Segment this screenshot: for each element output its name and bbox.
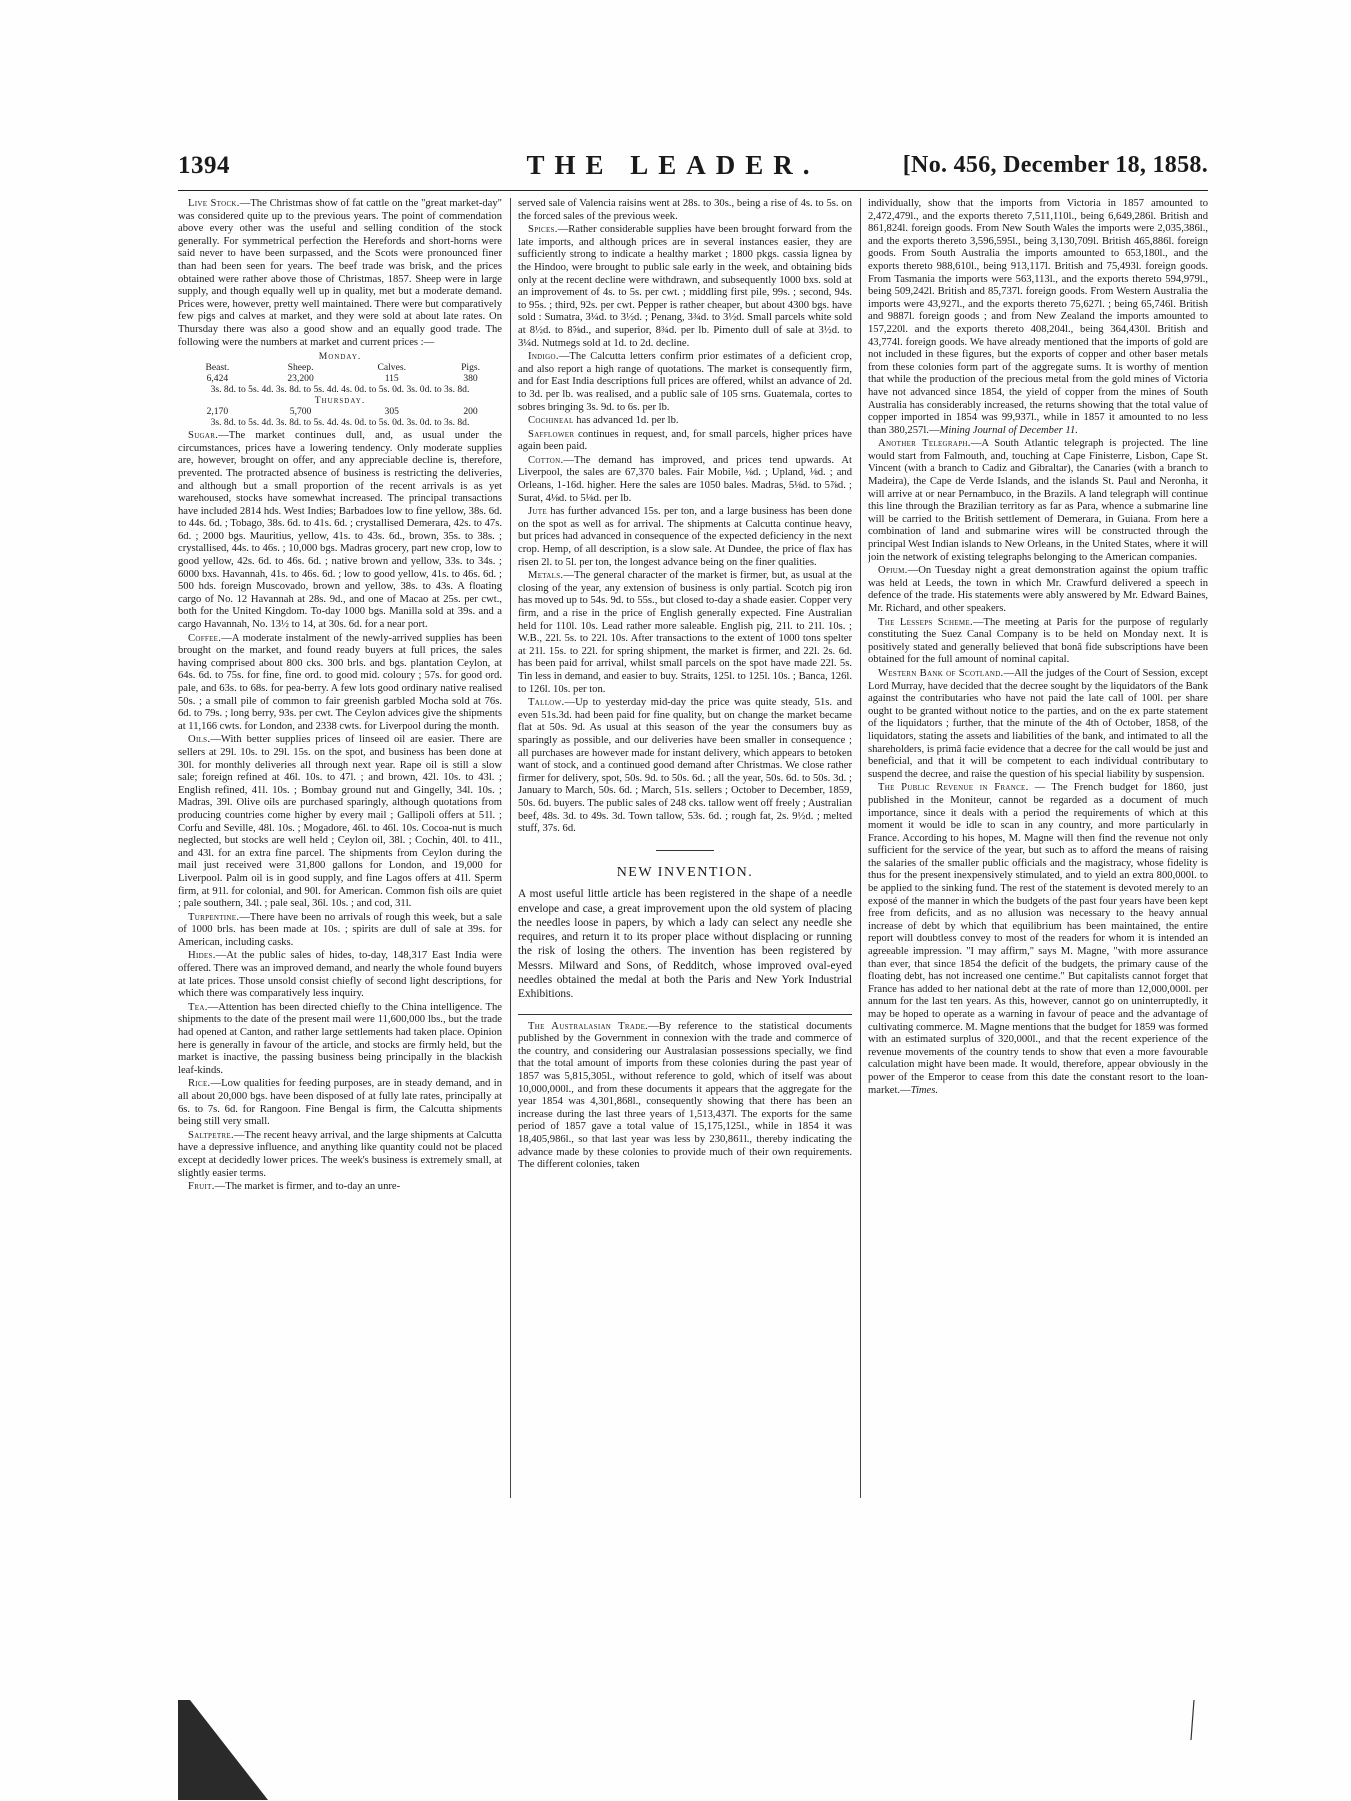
article-rice bbox=[178, 1078, 502, 1128]
monday-pigs: 380 bbox=[463, 373, 478, 385]
section-head: The Lesseps Scheme. bbox=[878, 616, 973, 628]
section-head: Live Stock. bbox=[188, 198, 240, 209]
new-invention-text: A most useful little article has been registered in the shape of a needle envelope and case, a great improvement upon the old system of placing the needles loose in papers, by which a lady can select any needle she requires, and return it to its proper place without displacing or running the risk of losing the others. The invention has been registered by Messrs. Milward and Sons, of Redditch, whose improved oval-eyed needles obtained the medal at both the Paris and New York Industrial Exhibitions. bbox=[518, 888, 852, 1001]
section-head: Opium. bbox=[878, 565, 908, 577]
thursday-prices: 3s. 8d. to 5s. 4d. 3s. 8d. to 5s. 4d. 4s. 0d. to 5s. 0d. 3s. 0d. to 3s. 8d. bbox=[210, 417, 470, 429]
section-text: continues in request, and, for small parcels, higher prices have again been paid. bbox=[518, 428, 852, 453]
scan-margin-mark bbox=[1190, 1700, 1196, 1740]
article-western-bank bbox=[868, 668, 1208, 781]
section-text: —Rather considerable supplies have been brought forward from the late imports, and although prices are in several instances easier, they are sufficiently strong to indicate a healthy market ; 1800 pkgs. cassia lignea by the Hindoo, were brought to public sale early in the week, and obtaining bids only at the recent decline were withdrawn, and subsequently 1000 bxs. sold at an improvement of 4s. to 5s. per cwt. ; middling first pile, 99s. ; second, 94s. to 95s. ; third, 92s. per cwt. Pepper is rather cheaper, but about 4300 bgs. have sold : Sumatra, 3¼d. to 3½d. ; Penang, 3¾d. to 3½d. Small parcels white sold at 8½d. to 8⅝d., and superior, 8¾d. per lb. Pimento dull of sale at 3½d. to 3¼d. Nutmegs sold at 1d. to 2d. decline. bbox=[518, 224, 852, 349]
article-safflower bbox=[518, 429, 852, 454]
section-text: — The French budget for 1860, just published in the Moniteur, cannot be regarded as a document of much importance, since it deals with a period the requirements of which at this moment it would be idle to scan in any country, and more particularly in France. According to his hopes, M. Magne will then find the revenue not only sufficient for the service of the year, but such as to afford the means of raising the salaries of the smaller public officials and the magistracy, whose fidelity is thus for the present inexpensively stimulated, and to yield an extra 800,000l. to be applied to the sinking fund. The rest of the statement is devoted merely to an exposé of the manner in which the budgets of the past four years have been kept free from deficits, and as no allusion was necessary to the heavy annual increase of debt by which that equilibrium has been maintained, the entire report will doubtless convey to most of the readers for whom it is intended an agreeable impression. "I may affirm," says M. Magne, "with more assurance than ever, that since 1854 the deficit of the budgets, the primary cause of the floating debt, has not increased one centime." But capitalists cannot forget that France has added to her national debt at the rate of more than 12,000,000l. per annum for the last ten years. As this, however, cannot go on uninterruptedly, it may be hoped to operate as a warning in favour of peace and the advantage of cultivating commerce. M. Magne mentions that the budget for 1859 was formed with an estimated surplus of 320,000l., and that the recent experience of the revenue movements of the country tends to show that even a more favourable calculation might have been made. It would, therefore, appear obviously in the power of the Emperor to cease from this date the constant resort to the loan-market.— bbox=[868, 782, 1208, 1096]
col-head-pigs: Pigs. bbox=[461, 362, 480, 374]
section-head: Spices. bbox=[528, 224, 558, 236]
article-coffee bbox=[178, 633, 502, 734]
monday-prices: 3s. 8d. to 5s. 4d. 3s. 8d. to 5s. 4d. 4s. 0d. to 5s. 0d. 3s. 0d. to 3s. 8d. bbox=[210, 384, 470, 396]
section-head: Saltpetre. bbox=[188, 1129, 234, 1141]
masthead: THE LEADER. bbox=[526, 150, 820, 180]
thursday-label: Thursday. bbox=[314, 395, 366, 407]
article-australasian-trade bbox=[518, 1021, 852, 1172]
section-head: Tea. bbox=[188, 1001, 208, 1013]
page-header bbox=[178, 148, 1208, 190]
source-citation: Mining Journal of December 11. bbox=[939, 424, 1078, 436]
section-text: —With better supplies prices of linseed oil are easier. There are sellers at 29l. 10s. to 29l. 15s. on the spot, and business has been done at 30l. for monthly deliveries all through next year. Rape oil is still a slow sale; foreign refined at 46l. 10s. to 47l. ; and brown, 42l. 10s. to 43l. ; English refined, 41l. 10s. ; Bombay ground nut and Gingelly, 34l. 10s. ; Madras, 39l. Olive oils are purchased sparingly, although quotations from producing countries come higher by every mail ; Gallipoli offers at 51l. ; Corfu and Seville, 48l. 10s. ; Mogadore, 46l. to 46l. 10s. Cocoa-nut is much neglected, but stocks are well held ; Ceylon oil, 38l. ; Cochin, 40l. to 41l., and 43l. for an extra fine parcel. The shipments from Ceylon during the mail just received were 31,800 gallons for London, and 19,000 for Liverpool. Palm oil is in good supply, and fine Lagos offers at 41l. Sperm firm, at 91l. for colonial, and 90l. for American. Common fish oils are quiet ; pale southern, 34l. ; pale seal, 36l. 10s. ; and cod, 31l. bbox=[178, 734, 502, 910]
section-head: Fruit. bbox=[188, 1181, 215, 1193]
article-jute bbox=[518, 506, 852, 569]
article-saltpetre bbox=[178, 1130, 502, 1180]
article-spices bbox=[518, 224, 852, 350]
market-table bbox=[178, 351, 502, 428]
section-head: Western Bank of Scotland. bbox=[878, 667, 1004, 679]
article-australasian-continued bbox=[868, 198, 1208, 437]
source-citation: Times. bbox=[910, 1084, 939, 1096]
section-text: —The Calcutta letters confirm prior estimates of a deficient crop, and also report a high range of quotations. The market is consequently firm, and for East India descriptions full prices are offered, whilst an advance of 2d. to 3d. per lb. was realised, and a public sale of 105 srns. Guatemala, cortes to sobres bringing 3s. 9d. to 6s. per lb. bbox=[518, 351, 852, 413]
col-head-sheep: Sheep. bbox=[287, 362, 314, 374]
column-1 bbox=[178, 198, 502, 1498]
section-head: Rice. bbox=[188, 1078, 211, 1090]
section-text: —The market is firmer, and to-day an unre- bbox=[214, 1181, 401, 1193]
section-rule bbox=[656, 850, 714, 851]
new-invention-body bbox=[518, 887, 852, 1001]
section-head: The Public Revenue in France. bbox=[878, 782, 1029, 794]
section-head: Cochineal bbox=[528, 415, 574, 427]
section-text: —All the judges of the Court of Session, except Lord Murray, have decided that the decree sought by the liquidators of the Bank against the contributaries who have not paid the late call of 100l. per share ought to be granted without notice to the parties, and on the ex parte statement of the liquidators ; further, that the minute of the 4th of October, 1858, of the liquidators, stating the assets and liabilities of the bank, and intimated to all the shareholders, is primâ facie evidence that a decree for the call would be just and beneficial, and that it will be competent to each individual contributary to suspend the decree, and raise the question of his special liability by suspension. bbox=[868, 667, 1208, 780]
section-head: Jute bbox=[528, 506, 547, 518]
article-lesseps bbox=[868, 617, 1208, 667]
article-tallow bbox=[518, 697, 852, 836]
section-text: —The recent heavy arrival, and the large shipments at Calcutta have a depressive influence, and anything like quantity could not be placed except at decidedly lower prices. The week's business is extremely small, at slightly easier terms. bbox=[178, 1129, 502, 1179]
column-divider bbox=[510, 198, 511, 1498]
article-telegraph bbox=[868, 438, 1208, 564]
section-head: Safflower bbox=[528, 428, 575, 440]
article-fruit bbox=[178, 1181, 502, 1194]
column-2 bbox=[518, 198, 852, 1498]
new-invention-title: NEW INVENTION. bbox=[616, 864, 754, 880]
section-head: The Australasian Trade. bbox=[528, 1020, 649, 1032]
monday-sheep: 23,200 bbox=[287, 373, 314, 385]
article-tea bbox=[178, 1002, 502, 1078]
section-text: —Attention has been directed chiefly to the China intelligence. The shipments to the date of the present mail were 11,600,000 lbs., but the trade had opened at Canton, and rather large settlements had taken place. Opinion here is generally in favour of the article, and stocks are firmly held, but the market is inactive, the passing business being principally in the blackish leaf-kinds. bbox=[178, 1001, 502, 1076]
article-metals bbox=[518, 570, 852, 696]
section-text: —Up to yesterday mid-day the price was quite steady, 51s. and even 51s.3d. had been paid for fine quality, but on change the market became flat at 50s. 9d. As usual at this season of the year the consumers buy as sparingly as possible, and our deliveries have been smaller in consequence ; all purchases are however made for instant delivery, which appears to betoken want of stock, and a continued good demand after Christmas. We close rather firmer for delivery, spot, 50s. 9d. to 50s. 6d. ; all the year, 50s. 6d. to 50s. 3d. ; January to March, 50s. 6d. ; March, 51s. sellers ; October to December, 1859, 50s. 6d. buyers. The public sales of 248 cks. tallow went off freely ; Australian beef, 48s. 3d. to 49s. 3d. Town tallow, 53s. 6d. ; rough fat, 2s. 9½d. ; melted stuff, 37s. 6d. bbox=[518, 697, 852, 835]
section-text: individually, show that the imports from Victoria in 1857 amounted to 2,472,479l., and the exports thereto 7,511,110l., being 6,649,286l. British and 861,824l. foreign goods. From New South Wales the imports were 2,035,386l., and the exports thereto 3,596,595l., being 3,130,709l. British 465,886l. foreign goods. From South Australia the imports amounted to 653,180l., and the exports thereto 988,610l., being 913,117l. British and 75,493l. foreign goods. From Tasmania the imports were 563,113l., and the exports thereto 594,979l., being 509,242l. British and 85,737l. foreign goods. From Western Australia the imports were 43,927l., and the exports thereto 75,627l. ; being 65,746l. British and 9887l. foreign goods ; and from New Zealand the imports amounted to 157,220l. and the exports thereto 408,204l., being 364,430l. British and 43,774l. foreign goods. We have already mentioned that the imports of gold are not included in these figures, but the exports of copper and other baser metals from these colonies form part of the aggregate sums. It is worthy of mention that while the production of the precious metal from the gold mines of Victoria have not advanced since 1854, the yield of copper from the mines of South Australia has considerably increased, the returns showing that the total value of copper imported in 1854 was 99,937l., while in 1857 it amounted to no less than 380,257l.— bbox=[868, 198, 1208, 436]
thursday-calves: 305 bbox=[384, 406, 399, 418]
article-sugar bbox=[178, 430, 502, 632]
section-text: —By reference to the statistical documents published by the Government in connexion with the trade and commerce of the country, and considering our Australasian possessions specially, we find that the total amount of imports from these colonies during the past year of 1857 was 5,815,305l., without reference to gold, which of itself was about 10,000,000l., and from these documents it appears that the aggregate for the year 1854 was 4,301,868l., consequently showing that there has been an increase during the last three years of 1,513,437l. The exports for the same period of 1857 gave a total value of 15,175,125l., while in 1854 it was 18,405,986l., so that last year was less by 230,861l., thereby indicating the advance made by these colonies to provide much of their own requirements. The different colonies, taken bbox=[518, 1020, 852, 1171]
section-text: —On Tuesday night a great demonstration against the opium traffic was held at Leeds, the town in which Mr. Crawfurd delivered a speech in defence of the trade. His statements were ably answered by Mr. Edward Baines, Mr. Richard, and other speakers. bbox=[868, 565, 1208, 614]
thursday-sheep: 5,700 bbox=[289, 406, 312, 418]
section-head: Indigo. bbox=[528, 351, 559, 363]
section-text: —At the public sales of hides, to-day, 148,317 East India were offered. There was an improved demand, and nearly the whole found buyers at late prices. Those unsold consist chiefly of second light descriptions, for which there was comparatively less inquiry. bbox=[178, 950, 502, 1000]
section-text: —The meeting at Paris for the purpose of regularly constituting the Suez Canal Company is to be held on Monday next. It is positively stated and generally believed that bonâ fide subscriptions have been obtained for the full amount of nominal capital. bbox=[868, 616, 1208, 666]
article-fruit-continued: served sale of Valencia raisins went at 28s. to 30s., being a rise of 4s. to 5s. on the forced sales of the previous week. bbox=[518, 198, 852, 222]
section-head: Turpentine. bbox=[188, 911, 240, 923]
section-head: Coffee. bbox=[188, 632, 222, 644]
article-live-stock bbox=[178, 198, 502, 349]
thursday-beast: 2,170 bbox=[206, 406, 229, 418]
article-cotton bbox=[518, 455, 852, 505]
page-number: 1394 bbox=[178, 152, 230, 179]
monday-beast: 6,424 bbox=[206, 373, 229, 385]
monday-calves: 115 bbox=[384, 373, 399, 385]
col-head-calves: Calves. bbox=[377, 362, 406, 374]
section-head: Cotton. bbox=[528, 454, 564, 466]
article-oils bbox=[178, 734, 502, 910]
section-text: —A South Atlantic telegraph is projected. The line would start from Falmouth, and, touching at Cape Finisterre, Lisbon, Cape St. Vincent (with a branch to Cadiz and Gibraltar), the Canaries (with a branch to Madeira), the Cape de Verde Islands, and the islands St. Paul and Neronha, it will arrive at or near Pernambuco, in the Brazils. A land telegraph will continue this line through the Brazilian territory as far as Para, whence a submarine line will be carried to the British settlement of Demerara, in Guiana. From here a combination of land and submarine wires will be constructed through the principal West Indian islands to New Orleans, in the United States, where it will join the network of existing telegraphs belonging to the American companies. bbox=[868, 438, 1208, 563]
article-indigo bbox=[518, 351, 852, 414]
section-head: Tallow. bbox=[528, 697, 565, 709]
section-head: Oils. bbox=[188, 734, 211, 746]
section-text: —The demand has improved, and prices tend upwards. At Liverpool, the sales are 67,370 bales. Fair Mobile, ⅛d. ; Upland, ⅛d. ; and Orleans, 1-16d. higher. Here the sales are 1050 bales. Madras, 5⅛d. to 5⅞d. ; Surat, 4⅛d. to 5⅛d. per lb. bbox=[518, 454, 852, 504]
issue-info: [No. 456, December 18, 1858. bbox=[902, 152, 1208, 178]
section-text: —A moderate instalment of the newly-arrived supplies has been brought on the market, and found ready buyers at full prices, the sales having comprised about 800 cks. 300 brls. and bgs. plantation Ceylon, at 64s. 6d. to 75s. for fine, fine ord. to good mid. coloury ; 57s. for good ord. pale, and 63s. to 68s. for pea-berry. A few lots good ordinary native realised 50s. ; a small pile of common to fair greenish garbled Mocha sold at 76s. 6d. to 79s. ; long berry, 93s. per cwt. The Ceylon advices give the shipments at 11,166 cwts. for London, and 2338 cwts. for Liverpool during the month. bbox=[178, 632, 502, 732]
thursday-pigs: 200 bbox=[463, 406, 478, 418]
section-head: Metals. bbox=[528, 570, 564, 582]
section-head: Sugar. bbox=[188, 430, 219, 442]
column-3 bbox=[868, 198, 1208, 1498]
section-text: —The Christmas show of fat cattle on the "great market-day" was considered quite up to the previous years. The point of commendation above every other was the useful and selling condition of the stock generally. For symmetrical perfection the Herefords and short-horns were said never to have been surpassed, and the Scots were pronounced finer than had been seen for years. The beef trade was brisk, and the prices obtained were rather above those of Christmas, 1857. Sheep were in large supply, and though equally well up in quality, met but a moderate demand. Prices were, however, pretty well maintained. There were but comparatively few pigs and calves at market, and they were sold at about late rates. On Thursday there was also a good show and an equally good trade. The following were the numbers at market and current prices :— bbox=[178, 198, 502, 348]
section-text: has advanced 1d. per lb. bbox=[573, 415, 679, 427]
section-text: —There have been no arrivals of rough this week, but a sale of 1000 brls. has been made at 10s. ; spirits are dull of sale at 39s. for American, including casks. bbox=[178, 911, 502, 948]
article-opium bbox=[868, 565, 1208, 615]
article-hides bbox=[178, 950, 502, 1000]
section-text: —The general character of the market is firmer, but, as usual at the closing of the year, any extension of business is only partial. Scotch pig iron has moved up to 54s. 9d. to 55s., but closed to-day a shade easier. Copper very firm, and a rise in the price of English generally expected. Fine Australian held for 110l. 10s. Lead rather more saleable. English pig, 21l. to 21l. 10s. ; W.B., 22l. 5s. to 22l. 10s. After transactions to the extent of 1000 tons spelter at 21l. 15s. to 22l. for spring shipment, the market is firmer, and 22l. 2s. 6d. has been paid for arrival, whilst small parcels on the spot have made 22l. 5s. Tin less in demand, and easier to buy. Straits, 125l. to 125l. 10s. ; Banca, 126l. to 126l. 10s. per ton. bbox=[518, 570, 852, 695]
section-text: has further advanced 15s. per ton, and a large business has been done on the spot as well as for arrival. The shipments at Calcutta continue heavy, but prices had advanced in consequence of the expected deficiency in the next crop. Hemp, of all description, is a slow sale. At Dundee, the price of flax has risen 2l. to 5l. per ton, the longest advance being on the finer qualities. bbox=[518, 506, 852, 568]
article-rule bbox=[518, 1014, 852, 1015]
header-rule bbox=[178, 190, 1208, 191]
monday-label: Monday. bbox=[318, 351, 362, 363]
column-divider bbox=[860, 198, 861, 1498]
article-turpentine bbox=[178, 912, 502, 950]
section-head: Another Telegraph. bbox=[878, 438, 971, 450]
article-cochineal bbox=[518, 415, 852, 428]
section-text: —Low qualities for feeding purposes, are in steady demand, and in all about 20,000 bgs. have been disposed of at fully late rates, principally at 6s. to 7s. 6d. for Rangoon. Fine Bengal is firm, the Calcutta shipments being still very small. bbox=[178, 1078, 502, 1128]
section-head: Hides. bbox=[188, 950, 216, 962]
scan-corner-shadow bbox=[178, 1700, 268, 1800]
article-public-revenue bbox=[868, 782, 1208, 1097]
section-text: —The market continues dull, and, as usual under the circumstances, prices have a lowering tendency. Only moderate supplies are, however, brought on offer, and any appreciable decline is, therefore, prevented. The protracted absence of business is restricting the deliveries, and although but a small proportion of the recent arrivals is as yet warehoused, stocks have somewhat increased. The principal transactions have included 2814 hds. West Indies; Barbadoes low to fine yellow, 38s. 6d. to 44s. 6d. ; Tobago, 38s. 6d. to 41s. 6d. ; crystallised Demerara, 42s. to 47s. 6d. ; 2000 bgs. Mauritius, yellow, 41s. to 43s. 6d., brown, 35s. to 38s. ; crystallised, 44s. to 46s. ; 10,000 bgs. Madras grocery, part new crop, low to good yellow, 42s. 6d. to 46s. 6d. ; native brown and yellow, 33s. to 34s. ; 6000 bxs. Havannah, 41s. to 46s. 6d. ; low to good yellow, 41s. to 46s. 6d. ; 500 hds. foreign Muscovado, brown and yellow, 38s. to 43s. A floating cargo of No. 12 Havannah at 28s. 9d., and one of Macao at 25s. per cwt., both for the United Kingdom. To-day 1000 bgs. Manilla sold at 39s. and a cargo Havannah, No. 13½ to 14, at 30s. 6d. for a near port. bbox=[178, 430, 502, 631]
col-head-beast: Beast. bbox=[205, 362, 230, 374]
